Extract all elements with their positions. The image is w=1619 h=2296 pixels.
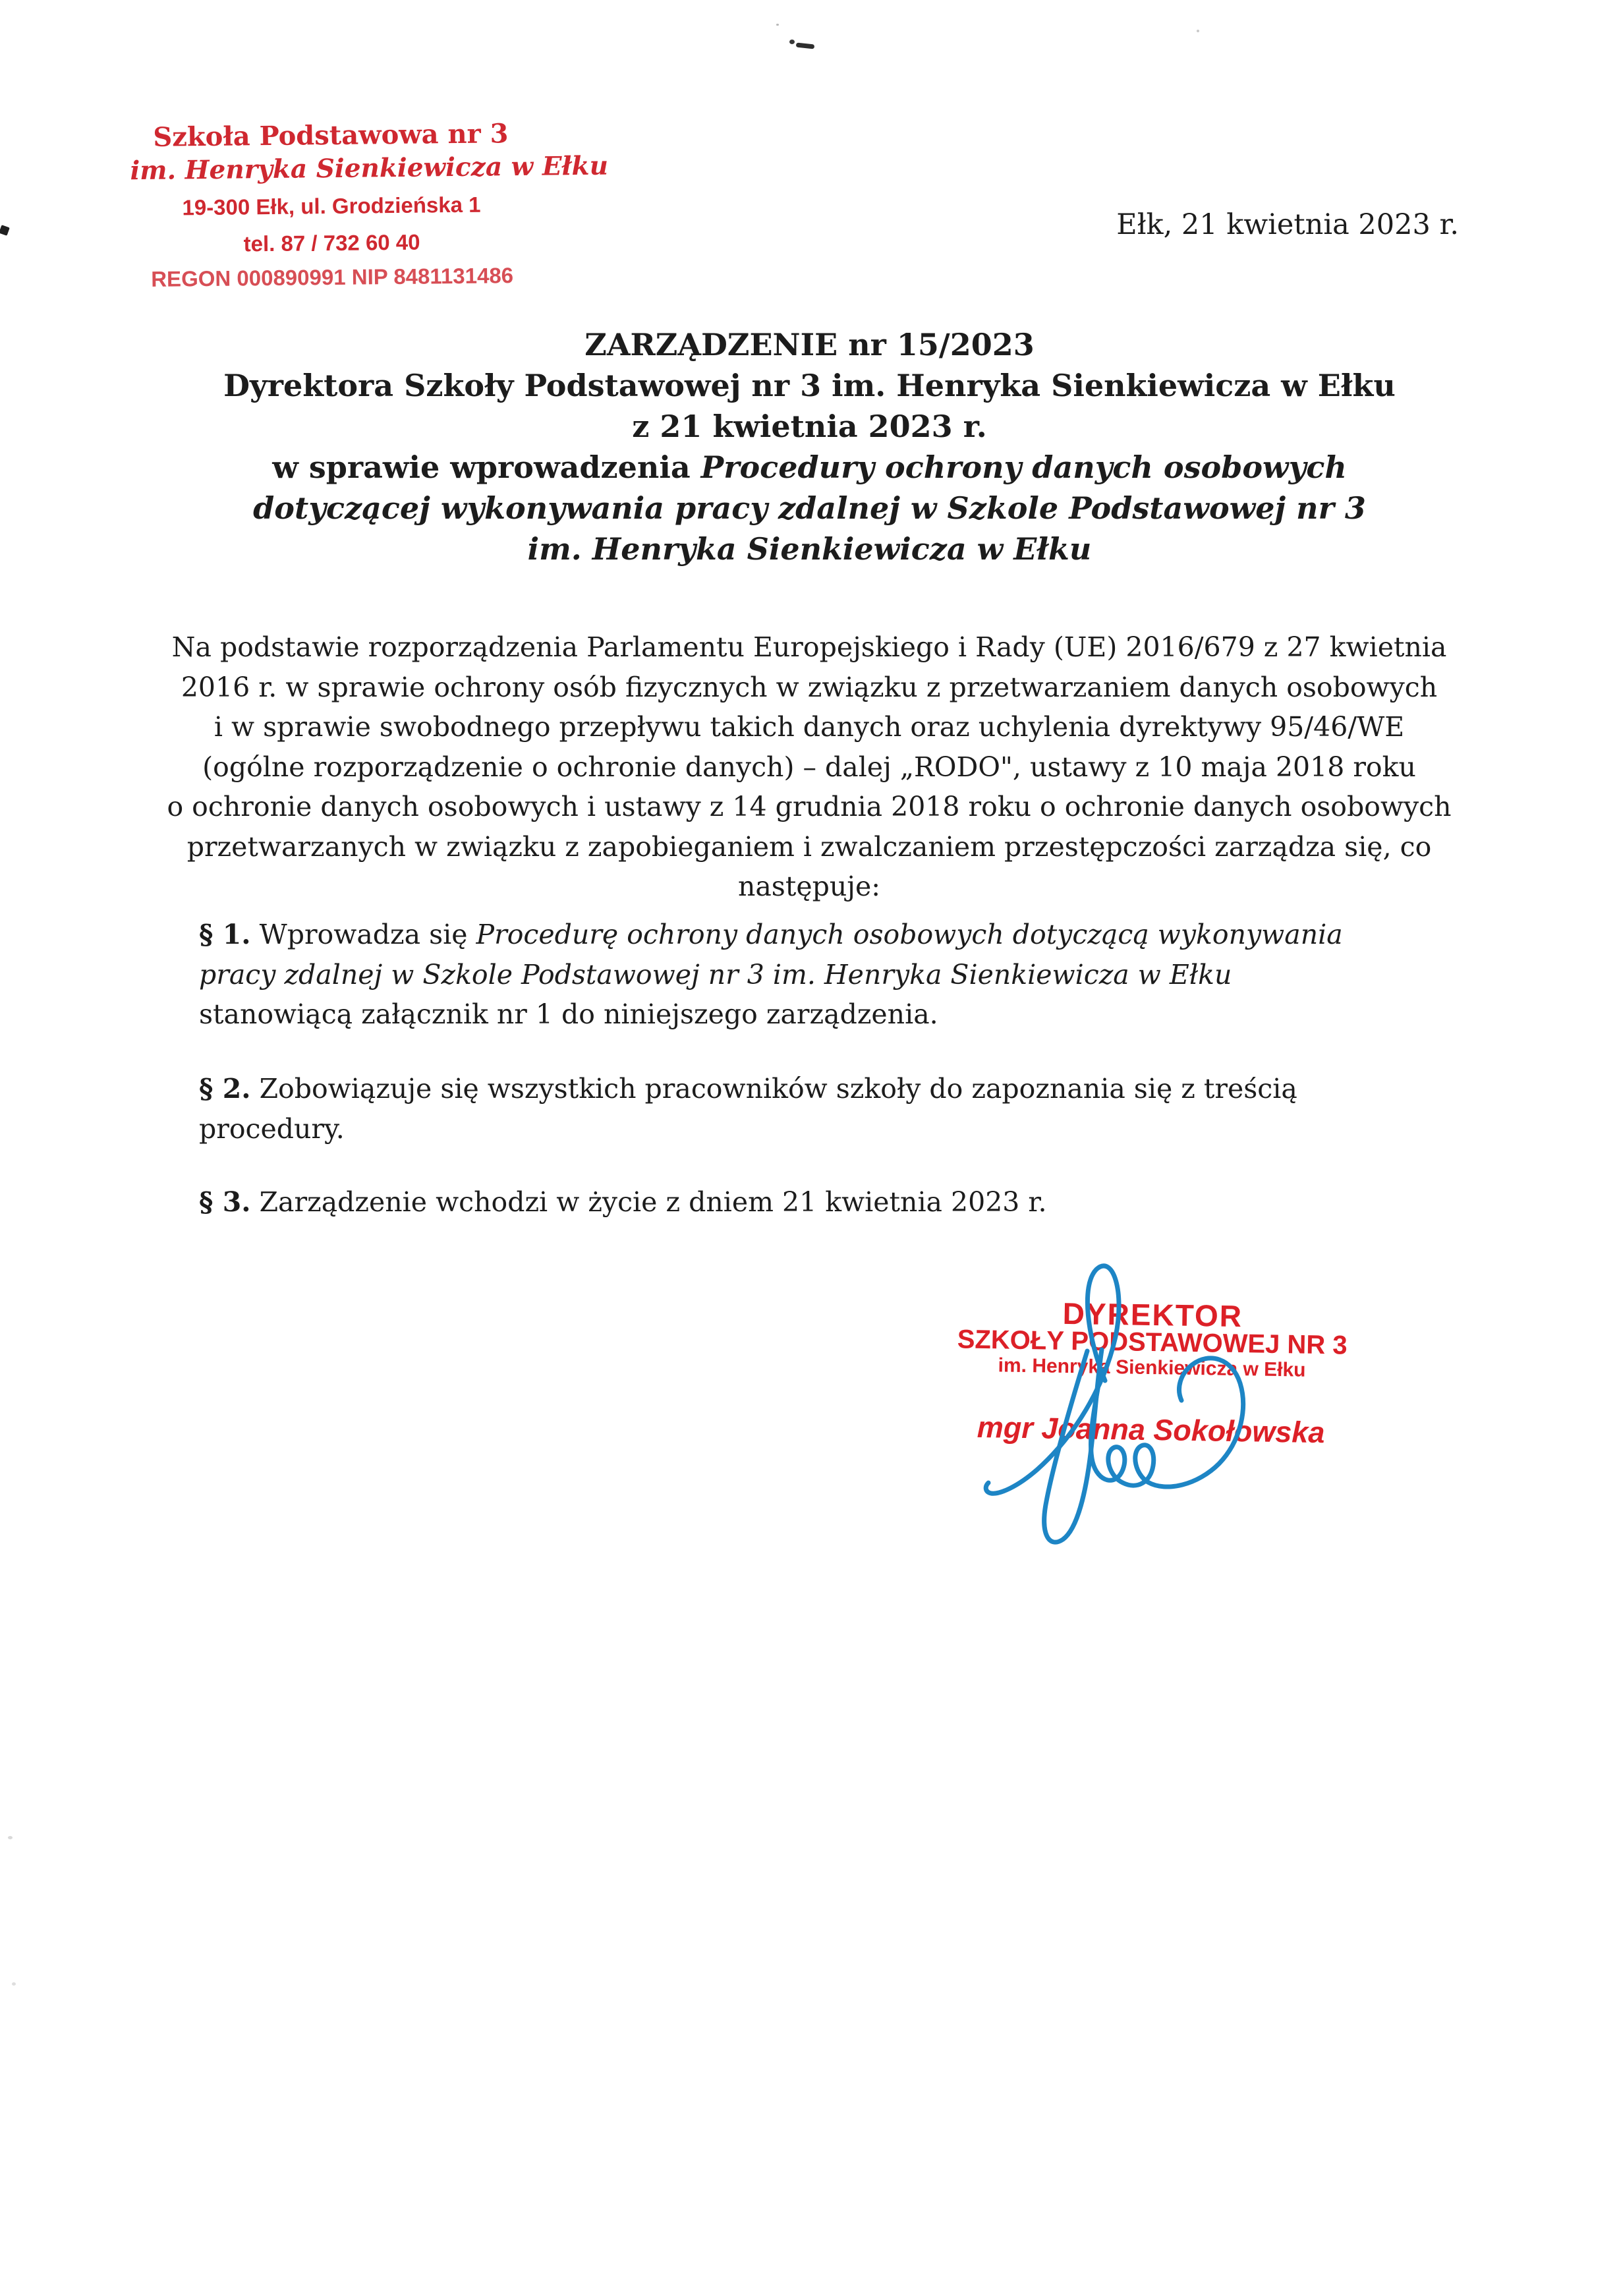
text-segment: Wprowadza się xyxy=(250,919,476,950)
stamp-school-line: SZKOŁY PODSTAWOWEJ NR 3 xyxy=(957,1325,1348,1360)
text-line xyxy=(150,707,1468,747)
scan-speck xyxy=(0,225,10,236)
text-segment: ZARZĄDZENIE nr 15/2023 xyxy=(584,327,1035,362)
text-line xyxy=(150,867,1468,907)
order-title xyxy=(0,324,1619,569)
scan-speck xyxy=(776,24,779,26)
stamp-director-name: mgr Joanna Sokołowska xyxy=(977,1410,1325,1450)
scan-speck xyxy=(1197,30,1199,32)
text-segment: Procedury ochrony danych osobowych xyxy=(700,449,1347,485)
place-and-date: Ełk, 21 kwietnia 2023 r. xyxy=(1116,208,1459,241)
text-segment: z 21 kwietnia 2023 r. xyxy=(632,409,987,444)
handwritten-signature xyxy=(942,1244,1311,1574)
text-line xyxy=(150,787,1468,827)
text-line xyxy=(0,447,1619,488)
stamp-director-title: DYREKTOR xyxy=(1062,1296,1243,1334)
text-segment: w sprawie wprowadzenia xyxy=(272,449,701,485)
scan-speck xyxy=(12,1982,16,1986)
stamp-school-name: Szkoła Podstawowa nr 3 xyxy=(153,118,509,153)
text-line xyxy=(199,915,1484,955)
text-line xyxy=(150,747,1468,788)
text-line xyxy=(0,488,1619,529)
stamp-patron-line: im. Henryka Sienkiewicza w Ełku xyxy=(998,1354,1306,1381)
stamp-phone-line: tel. 87 / 732 60 40 xyxy=(243,229,420,256)
text-segment: następuje: xyxy=(737,871,881,902)
text-line xyxy=(150,827,1468,867)
legal-preamble xyxy=(150,627,1468,907)
text-segment: 2016 r. w sprawie ochrony osób fizycznych w związku z przetwarzaniem danych osobowych xyxy=(181,671,1438,703)
text-line xyxy=(0,324,1619,365)
text-line xyxy=(150,627,1468,668)
text-segment: § 3. xyxy=(199,1186,251,1218)
stamp-patron-line: im. Henryka Sienkiewicza w Ełku xyxy=(130,150,609,187)
text-segment: Dyrektora Szkoły Podstawowej nr 3 im. Henryka Sienkiewicza w Ełku xyxy=(223,368,1396,403)
text-segment: dotyczącej wykonywania pracy zdalnej w Szkole Podstawowej nr 3 xyxy=(253,490,1366,526)
text-line xyxy=(199,994,1484,1035)
text-line xyxy=(199,1109,1484,1149)
text-line xyxy=(199,1069,1484,1109)
text-line xyxy=(0,365,1619,406)
text-segment: pracy zdalnej w Szkole Podstawowej nr 3 im. Henryka Sienkiewicza w Ełku xyxy=(199,958,1232,990)
text-segment: im. Henryka Sienkiewicza w Ełku xyxy=(527,531,1092,567)
scan-speck xyxy=(796,43,815,49)
text-segment: Na podstawie rozporządzenia Parlamentu Europejskiego i Rady (UE) 2016/679 z 27 kwietnia xyxy=(171,631,1447,663)
text-segment: przetwarzanych w związku z zapobieganiem i zwalczaniem przestępczości zarządza się, co xyxy=(186,830,1432,863)
scan-speck xyxy=(789,40,795,44)
text-segment: Zarządzenie wchodzi w życie z dniem 21 kwietnia 2023 r. xyxy=(250,1186,1047,1218)
scan-speck xyxy=(8,1836,13,1839)
text-segment: Zobowiązuje się wszystkich pracowników szkoły do zapoznania się z treścią xyxy=(250,1073,1297,1105)
stamp-address-line: 19-300 Ełk, ul. Grodzieńska 1 xyxy=(182,192,481,220)
text-segment: procedury. xyxy=(199,1112,345,1145)
text-line xyxy=(150,668,1468,708)
text-segment: § 1. xyxy=(199,919,251,950)
text-line xyxy=(0,406,1619,447)
text-line xyxy=(199,955,1484,995)
text-line xyxy=(0,529,1619,569)
text-line xyxy=(199,1182,1484,1222)
text-segment: (ogólne rozporządzenie o ochronie danych) – dalej „RODO", ustawy z 10 maja 2018 roku xyxy=(202,751,1416,783)
text-segment: i w sprawie swobodnego przepływu takich danych oraz uchylenia dyrektywy 95/46/WE xyxy=(213,711,1405,743)
text-segment: o ochronie danych osobowych i ustawy z 14 grudnia 2018 roku o ochronie danych osobowych xyxy=(167,791,1452,822)
text-segment: § 2. xyxy=(199,1073,251,1105)
section-paragraph-2 xyxy=(199,1069,1484,1149)
school-address-stamp xyxy=(130,118,609,291)
stamp-regon-nip-line: REGON 000890991 NIP 8481131486 xyxy=(151,263,514,291)
section-paragraph-3 xyxy=(199,1182,1484,1222)
text-segment: stanowiącą załącznik nr 1 do niniejszego zarządzenia. xyxy=(199,998,938,1030)
section-paragraph-1 xyxy=(199,915,1484,1035)
text-segment: Procedurę ochrony danych osobowych dotyczącą wykonywania xyxy=(476,919,1343,950)
